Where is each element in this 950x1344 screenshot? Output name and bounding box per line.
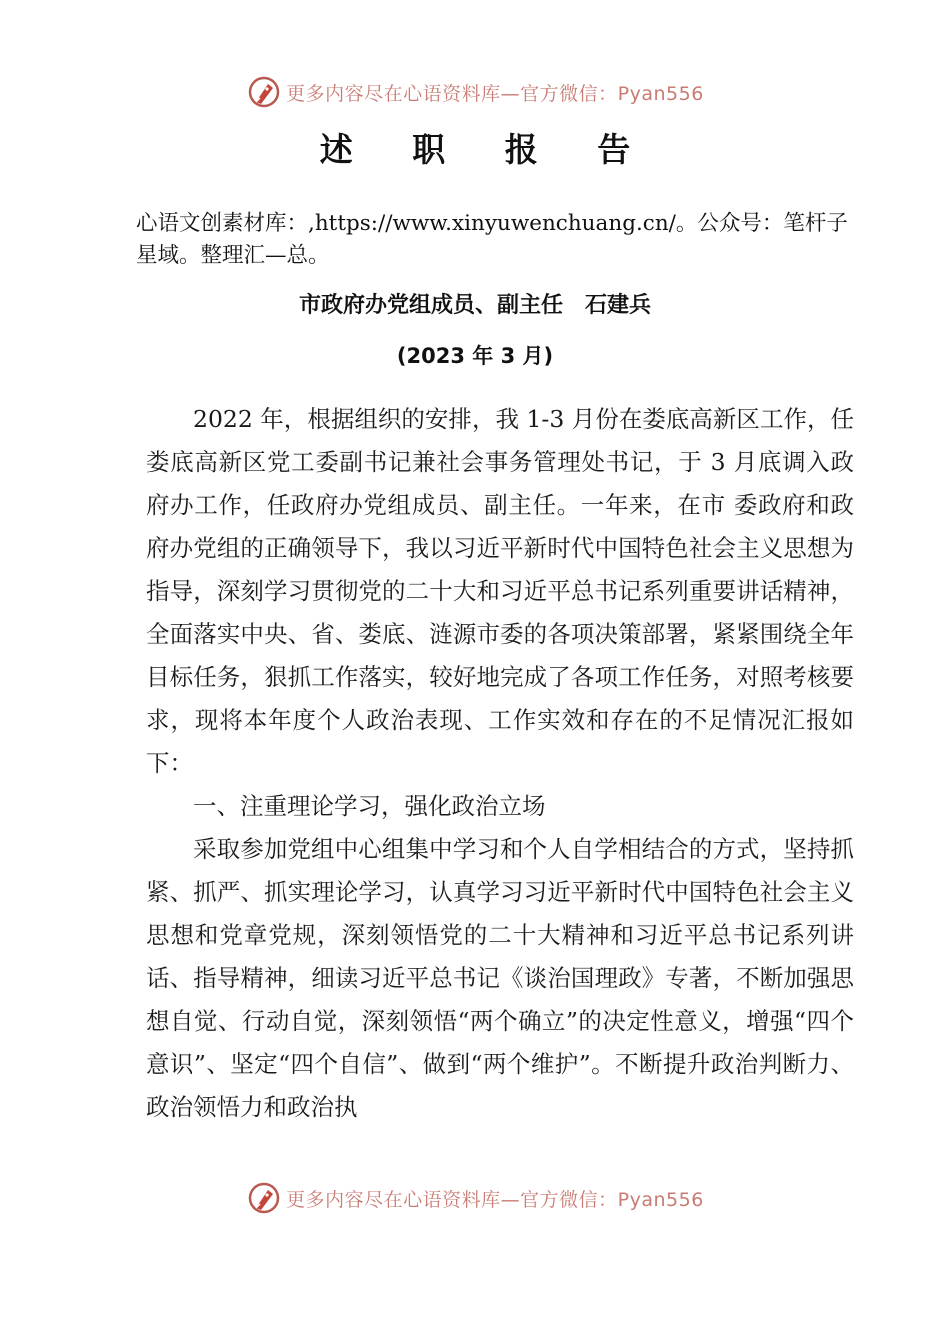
watermark-text: 更多内容尽在心语资料库—官方微信：Pyan556 [286,82,704,105]
source-note: 心语文创素材库：,https://www.xinyuwenchuang.cn/。公众号：笔杆子星域。整理汇—总。 [136,211,848,268]
document-title: 述 职 报 告 [319,130,655,169]
date-line: (2023 年 3 月) [396,344,554,368]
document-body [146,398,854,1129]
watermark-banner-top [0,72,950,112]
body-paragraph: 2022 年，根据组织的安排，我 1-3 月份在娄底高新区工作，任娄底高新区党工委副书记兼社会事务管理处书记，于 3 月底调入政府办工作，任政府办党组成员、副主任。一年来，在市 委政府和政府办党组的正确领导下，我以习近平新时代中国特色社会主义思想为指导，深刻学习贯彻党的二十大和习近平总书记系列重要讲话精神，全面落实中央、省、娄底、涟源市委的各项决策部署，紧紧围绕全年目标任务，狠抓工作落实，较好地完成了各项工作任务，对照考核要求，现将本年度个人政治表现、工作实效和存在的不足情况汇报如下： [146,405,854,777]
pen-nib-logo-icon [246,1180,282,1216]
watermark-banner-bottom [0,1178,950,1218]
author-line: 市政府办党组成员、副主任 石建兵 [298,293,651,318]
body-paragraph: 采取参加党组中心组集中学习和个人自学相结合的方式，坚持抓紧、抓严、抓实理论学习，认真学习习近平新时代中国特色社会主义思想和党章党规，深刻领悟党的二十大精神和习近平总书记系列讲话、指导精神，细读习近平总书记《谈治国理政》专著，不断加强思想自觉、行动自觉，深刻领悟“两个确立”的决定性意义，增强“四个意识”、坚定“四个自信”、做到“两个维护”。不断提升政治判断力、政治领悟力和政治执 [146,835,854,1121]
watermark-text: 更多内容尽在心语资料库—官方微信：Pyan556 [286,1188,704,1211]
pen-nib-logo-icon [246,74,282,110]
section-heading: 一、注重理论学习，强化政治立场 [193,792,546,820]
